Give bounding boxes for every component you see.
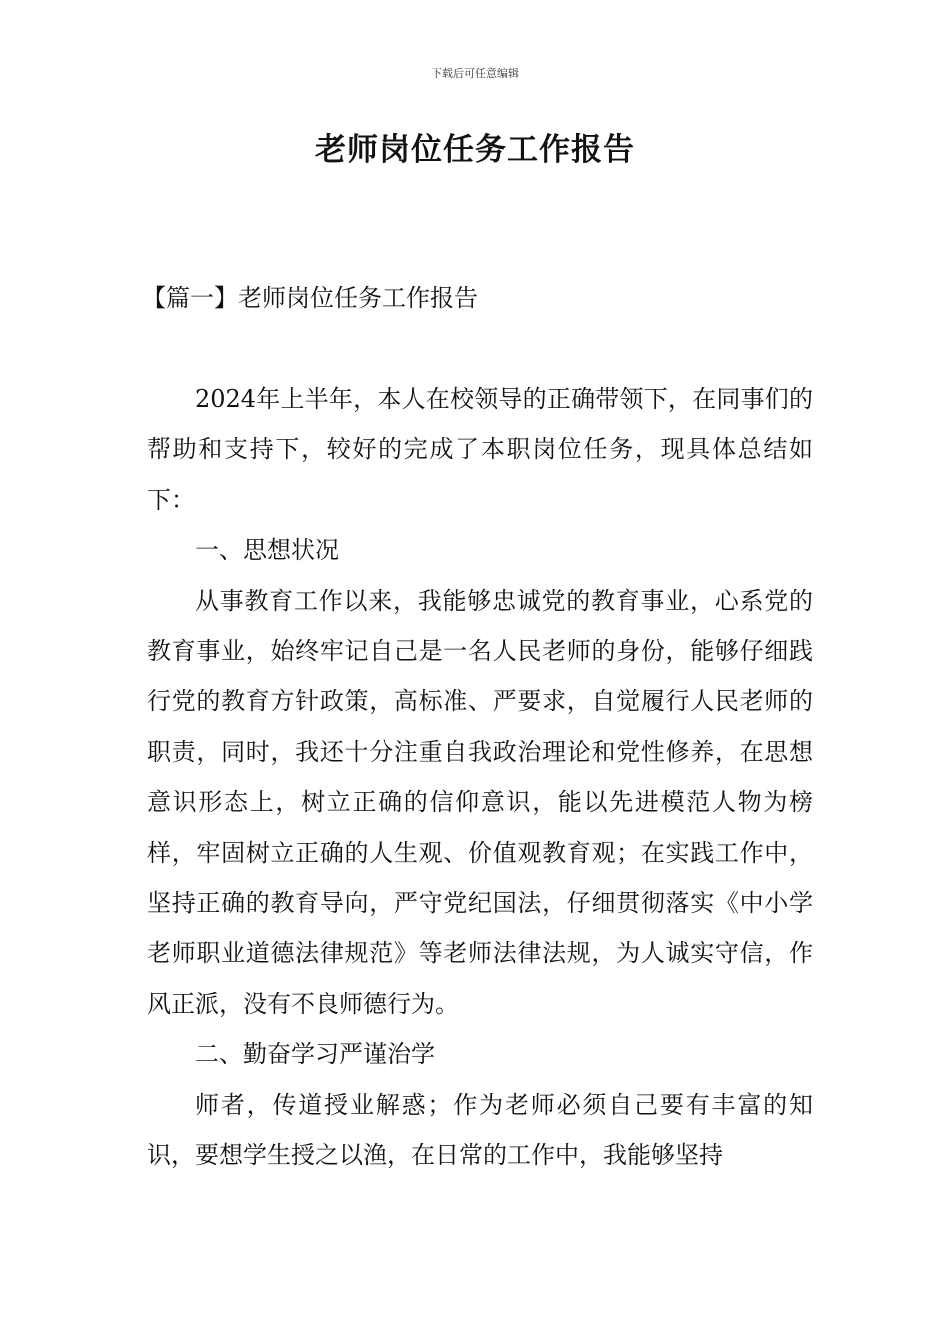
- subheading-ideology: 一、思想状况: [195, 536, 339, 565]
- section-heading: 【篇一】老师岗位任务工作报告: [142, 284, 478, 312]
- subheading-study: 二、勤奋学习严谨治学: [195, 1040, 435, 1069]
- document-body: [147, 374, 813, 1181]
- paragraph-study: 师者，传道授业解惑；作为老师必须自己要有丰富的知识，要想学生授之以渔，在日常的工作中，我能够坚持: [147, 1090, 813, 1170]
- header-note: 下载后可任意编辑: [431, 67, 519, 80]
- document-title: 老师岗位任务工作报告: [315, 132, 635, 168]
- paragraph-ideology: 从事教育工作以来，我能够忠诚党的教育事业，心系党的教育事业，始终牢记自己是一名人民老师的身份，能够仔细践行党的教育方针政策，高标准、严要求，自觉履行人民老师的职责，同时，我还十分注重自我政治理论和党性修养，在思想意识形态上，树立正确的信仰意识，能以先进模范人物为榜样，牢固树立正确的人生观、价值观教育观；在实践工作中，坚持正确的教育导向，严守党纪国法，仔细贯彻落实《中小学老师职业道德法律规范》等老师法律法规，为人诚实守信，作风正派，没有不良师德行为。: [147, 586, 813, 1018]
- paragraph-intro: 2024年上半年，本人在校领导的正确带领下，在同事们的帮助和支持下，较好的完成了本职岗位任务，现具体总结如下：: [147, 385, 813, 514]
